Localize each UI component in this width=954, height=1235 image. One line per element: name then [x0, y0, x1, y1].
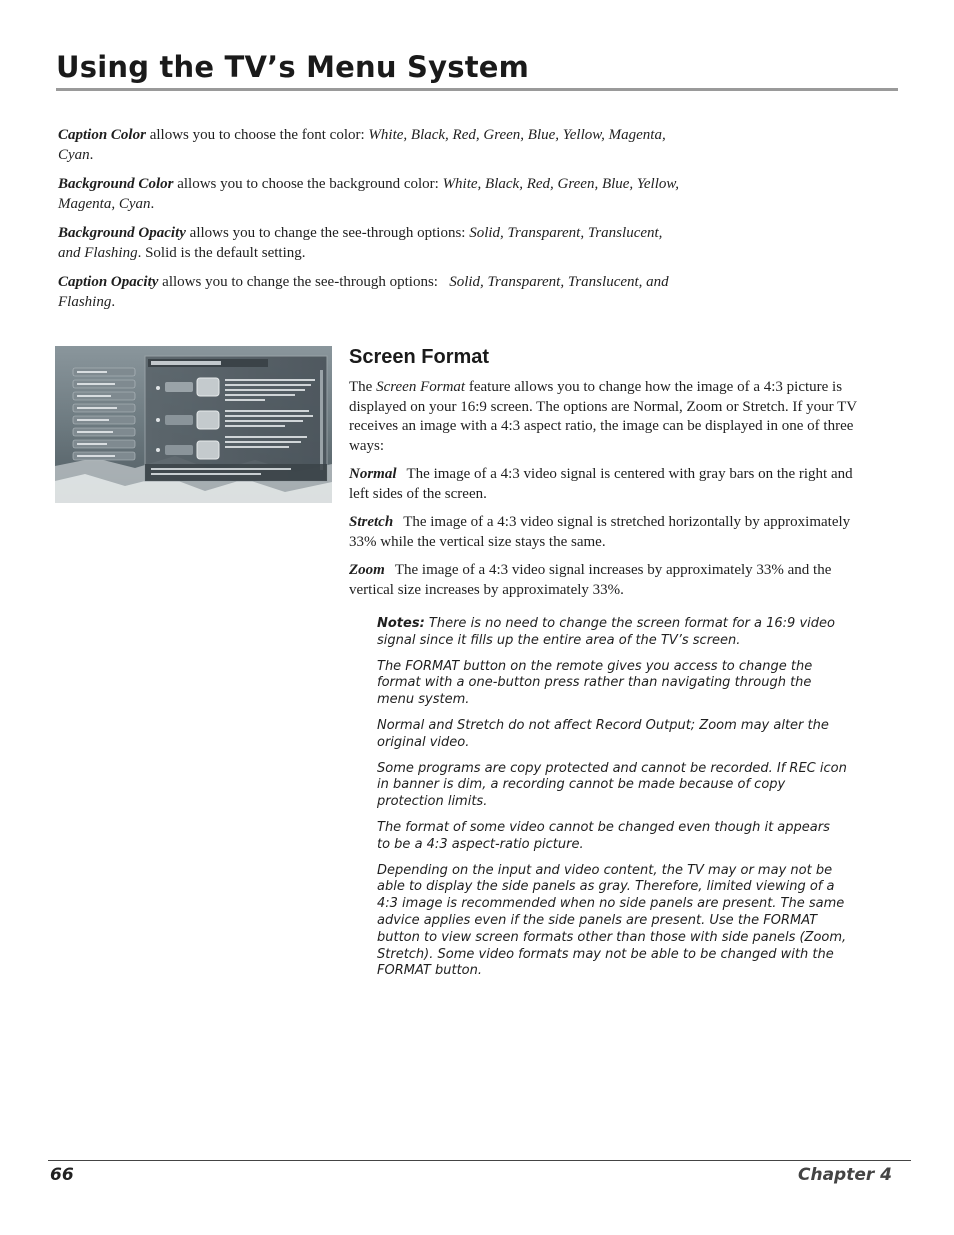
menu-screenshot-image — [55, 346, 332, 503]
background-color-options: White, Black, Red, Green, Blue, Yellow, Magenta, Cyan — [58, 176, 680, 212]
caption-color-options: White, Black, Red, Green, Blue, Yellow, Magenta, Cyan — [58, 127, 666, 163]
caption-opacity-paragraph — [58, 273, 688, 312]
intro-term: Screen Format — [376, 379, 466, 395]
caption-color-text: allows you to choose the font color: — [145, 127, 369, 143]
background-opacity-term: Background Opacity — [58, 225, 186, 241]
option-normal — [349, 465, 874, 504]
option-zoom-term: Zoom — [349, 562, 385, 578]
caption-opacity-suffix: . — [111, 293, 116, 310]
note-item: Depending on the input and video content, the TV may or may not be able to display the side panels as gray. Therefore, limited viewing of a 4:3 image is recommended when no side panels are present. The same advice applies even if the side panels are present. Use the FORMAT button to view screen formats other than those with side panels (Zoom, Stretch). Some video formats may not be able to be changed with the FORMAT button. — [377, 862, 847, 979]
background-color-suffix: . — [150, 195, 155, 212]
intro-prefix: The — [349, 379, 377, 395]
intro-text: feature allows you to change how the image of a 4:3 picture is displayed on your 16:9 screen. The options are Normal, Zoom or Stretch. If your TV receives an image with a 4:3 aspect ratio, the image can be displayed in one of three ways: — [349, 379, 857, 454]
background-color-text: allows you to choose the background color: — [173, 176, 443, 192]
notes-block — [377, 616, 847, 980]
caption-color-suffix: . — [89, 146, 94, 163]
option-stretch-term: Stretch — [349, 514, 394, 530]
caption-color-paragraph — [58, 126, 688, 165]
page-number: 66 — [50, 1165, 74, 1185]
option-stretch — [349, 513, 874, 552]
footer-rule — [48, 1160, 911, 1161]
screen-format-heading: Screen Format — [349, 346, 490, 368]
caption-opacity-options: Solid, Transparent, Translucent, and Flashing — [58, 274, 669, 310]
note-text: There is no need to change the screen format for a 16:9 video signal since it fills up the entire area of the TV’s screen. — [377, 616, 835, 648]
background-opacity-options: Solid, Transparent, Translucent, and Flashing — [58, 225, 663, 261]
chapter-label: Chapter 4 — [797, 1165, 892, 1185]
note-item: Normal and Stretch do not affect Record Output; Zoom may alter the original video. — [377, 717, 829, 750]
option-normal-text: The image of a 4:3 video signal is centered with gray bars on the right and left sides of the screen. — [349, 466, 853, 502]
option-zoom-text: The image of a 4:3 video signal increases by approximately 33% and the vertical size increases by approximately 33%. — [349, 562, 832, 598]
background-opacity-paragraph — [58, 224, 688, 263]
background-color-term: Background Color — [58, 176, 174, 192]
background-color-paragraph — [58, 175, 688, 214]
page-title: Using the TV’s Menu System — [56, 50, 530, 84]
caption-color-term: Caption Color — [58, 127, 146, 143]
option-normal-term: Normal — [349, 466, 397, 482]
caption-settings-section — [58, 126, 688, 322]
screen-format-menu-screenshot — [55, 346, 332, 503]
caption-opacity-text: allows you to change the see-through options: — [158, 274, 450, 290]
background-opacity-text: allows you to change the see-through options: — [185, 225, 470, 241]
title-rule — [56, 88, 898, 91]
background-opacity-suffix: . Solid is the default setting. — [137, 244, 306, 261]
note-item: Some programs are copy protected and cannot be recorded. If REC icon in banner is dim, a recording cannot be made because of copy protection limits. — [377, 760, 847, 810]
note-item: The FORMAT button on the remote gives you access to change the format with a one-button press rather than navigating through the menu system. — [377, 658, 813, 708]
note-item — [377, 616, 847, 650]
notes-label: Notes: — [377, 616, 425, 631]
option-stretch-text: The image of a 4:3 video signal is stretched horizontally by approximately 33% while the vertical size stays the same. — [349, 514, 851, 550]
note-item: The format of some video cannot be changed even though it appears to be a 4:3 aspect-ratio picture. — [377, 819, 830, 852]
caption-opacity-term: Caption Opacity — [58, 274, 159, 290]
option-zoom — [349, 561, 874, 600]
screen-format-section — [349, 346, 874, 989]
screen-format-intro — [349, 378, 874, 456]
